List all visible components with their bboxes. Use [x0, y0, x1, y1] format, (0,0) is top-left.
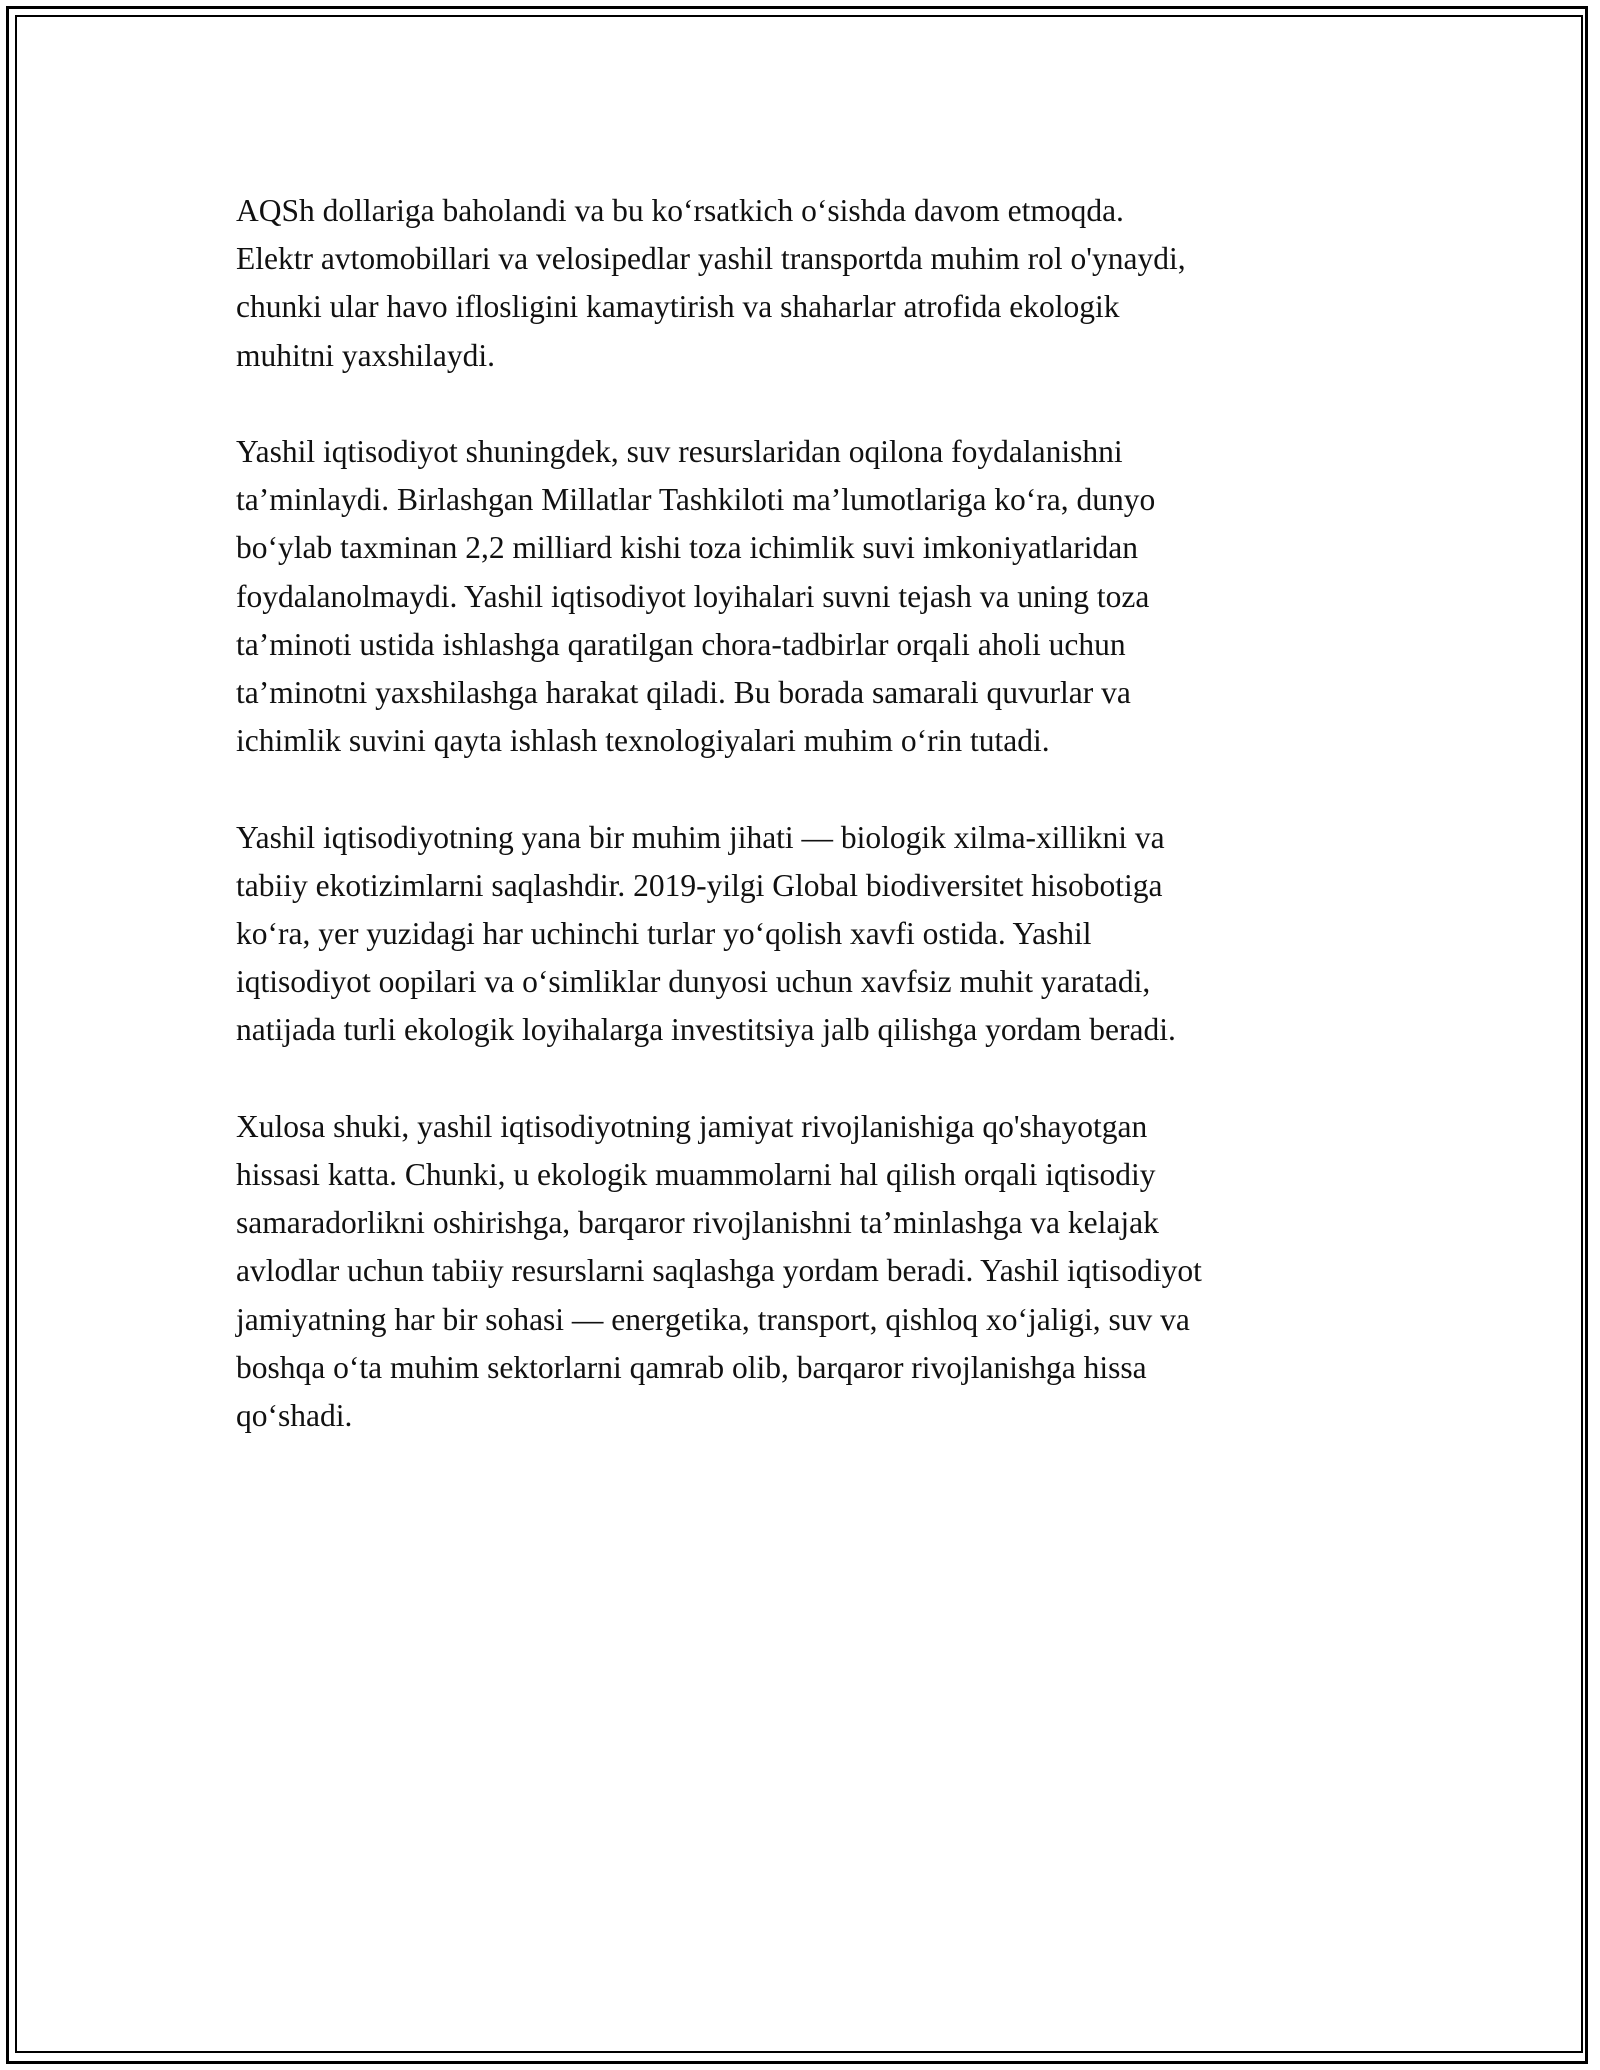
- text-line: Yashil iqtisodiyot shuningdek, suv resurslaridan oqilona foydalanishni: [236, 434, 1123, 469]
- text-line: jamiyatning har bir sohasi — energetika, transport, qishloq xo‘jaligi, suv va: [236, 1301, 1190, 1337]
- text-line: Xulosa shuki, yashil iqtisodiyotning jamiyat rivojlanishiga qo'shayotgan: [236, 1108, 1148, 1144]
- paragraph-3: [236, 814, 1381, 1055]
- document-body: [236, 187, 1381, 1488]
- paragraph-4: [236, 1103, 1381, 1440]
- text-line: ta’minlaydi. Birlashgan Millatlar Tashkiloti ma’lumotlariga ko‘ra, dunyo: [236, 482, 1156, 518]
- text-line: ichimlik suvini qayta ishlash texnologiyalari muhim o‘rin tutadi.: [236, 723, 1050, 759]
- text-line: AQSh dollariga baholandi va bu ko‘rsatkich o‘sishda davom etmoqda.: [236, 193, 1124, 228]
- text-line: ta’minotni yaxshilashga harakat qiladi. Bu borada samarali quvurlar va: [236, 675, 1131, 711]
- text-line: Yashil iqtisodiyotning yana bir muhim jihati — biologik xilma-xillikni va: [236, 819, 1165, 855]
- text-line: avlodlar uchun tabiiy resurslarni saqlashga yordam beradi. Yashil iqtisodiyot: [236, 1253, 1202, 1289]
- text-line: hissasi katta. Chunki, u ekologik muammolarni hal qilish orqali iqtisodiy: [236, 1157, 1156, 1193]
- text-line: iqtisodiyot oopilari va o‘simliklar dunyosi uchun xavfsiz muhit yaratadi,: [236, 964, 1151, 1000]
- paragraph-2: [236, 428, 1381, 765]
- text-line: boshqa o‘ta muhim sektorlarni qamrab olib, barqaror rivojlanishga hissa: [236, 1349, 1147, 1385]
- text-line: bo‘ylab taxminan 2,2 milliard kishi toza ichimlik suvi imkoniyatlaridan: [236, 530, 1138, 566]
- text-line: samaradorlikni oshirishga, barqaror rivojlanishni ta’minlashga va kelajak: [236, 1205, 1159, 1241]
- text-line: ko‘ra, yer yuzidagi har uchinchi turlar yo‘qolish xavfi ostida. Yashil: [236, 916, 1092, 952]
- text-line: natijada turli ekologik loyihalarga investitsiya jalb qilishga yordam beradi.: [236, 1012, 1176, 1048]
- text-line: qo‘shadi.: [236, 1398, 353, 1434]
- text-line: foydalanolmaydi. Yashil iqtisodiyot loyihalari suvni tejash va uning toza: [236, 578, 1150, 614]
- text-line: ta’minoti ustida ishlashga qaratilgan chora-tadbirlar orqali aholi uchun: [236, 626, 1126, 662]
- text-line: chunki ular havo iflosligini kamaytirish va shaharlar atrofida ekologik: [236, 289, 1120, 325]
- text-line: tabiiy ekotizimlarni saqlashdir. 2019-yilgi Global biodiversitet hisobotiga: [236, 867, 1163, 903]
- paragraph-1: [236, 187, 1381, 380]
- text-line: muhitni yaxshilaydi.: [236, 337, 495, 373]
- text-line: Elektr avtomobillari va velosipedlar yashil transportda muhim rol o'ynaydi,: [236, 241, 1186, 277]
